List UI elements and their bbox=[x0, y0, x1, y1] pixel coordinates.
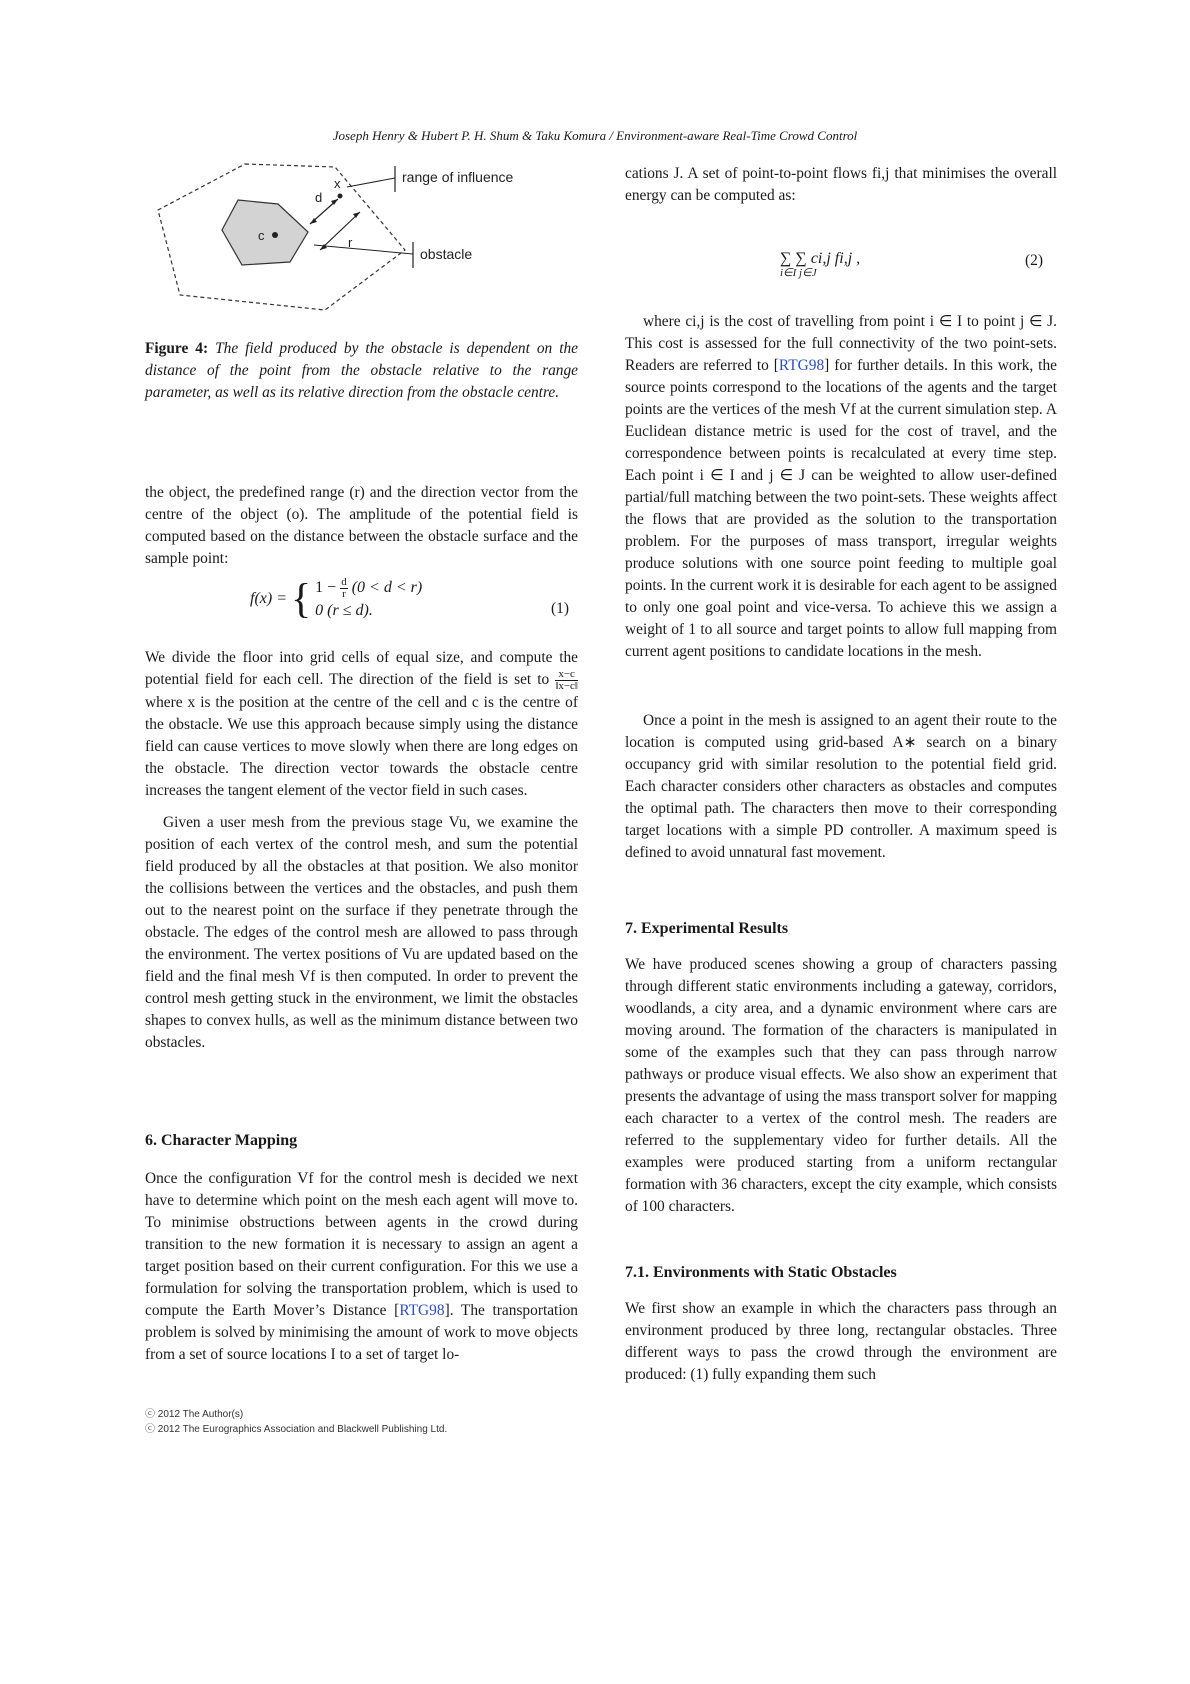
range-leader bbox=[347, 178, 395, 187]
caption-text: The field produced by the obstacle is dependent on the distance of the point from the obstacle relative to the range parameter, as well as its relative direction from the obstacle centre. bbox=[145, 340, 578, 401]
label-range-of-influence: range of influence bbox=[402, 169, 514, 185]
label-c: c bbox=[258, 228, 265, 243]
eq1-frac-num: d bbox=[341, 576, 347, 588]
copyright-line-1: ⓒ 2012 The Author(s) bbox=[145, 1409, 244, 1420]
eq1-lhs: f(x) = bbox=[250, 590, 287, 608]
p2-frac-num: x−c bbox=[555, 669, 578, 681]
running-header: Joseph Henry & Hubert P. H. Shum & Taku Komura / Environment-aware Real-Time Crowd Control bbox=[332, 128, 858, 143]
label-obstacle: obstacle bbox=[420, 246, 473, 262]
left-para-2: We divide the floor into grid cells of equal size, and compute the potential field for each cell. The direction of the field is set to $\frac{x-c}{‖x-c‖}$ where x is the position at the centre of the cell and c is the centre of the obstacle. We use this approach because simply using the distance field can cause vertices to move slowly when there are long edges on the obstacle. The direction vector towards the obstacle centre increases the tangent element of the vector field in such cases. bbox=[145, 649, 578, 799]
label-x: x bbox=[334, 176, 341, 191]
right-para-2: where ci,j is the cost of travelling from point i ∈ I to point j ∈ J. This cost is assessed for the full connectivity of the two point-sets. Readers are referred to [RTG98] for further details. In this work, the source points correspond to the locations of the agents and the target points are the vertices of the mesh Vf at the current simulation step. A Euclidean distance metric is used for the cost of travel, and the correspondence between points is recalculated at every time step. Each point i ∈ I and j ∈ J can be weighted to allow user-defined partial/full matching between the two point-sets. These weights affect the flows that are provided as the solution to the transportation problem. For the purposes of mass transport, irregular weights produce solutions with one source point feeding to multiple goal points. In the current work it is desirable for each agent to be assigned to only one goal point and vice-versa. To achieve this we assign a weight of 1 to all source and target points to allow full mapping from current agent positions to candidate locations in the mesh. bbox=[625, 313, 1057, 660]
obstacle-centre-dot bbox=[272, 232, 278, 238]
eq2-body: ∑ ∑ ci,j fi,j , bbox=[780, 250, 861, 267]
eq1-case1: 1 − bbox=[315, 579, 337, 597]
caption-label: Figure 4: bbox=[145, 340, 209, 357]
eq2-sub: i∈I j∈J bbox=[780, 267, 817, 279]
right-para-3: Once a point in the mesh is assigned to an agent their route to the location is computed using grid-based A∗ search on a binary occupancy grid with similar resolution to the potential field grid. Each character considers other characters as obstacles and computes the optimal path. The characters then move to their corresponding target locations with a simple PD controller. A maximum speed is defined to avoid unnatural fast movement. bbox=[625, 712, 1057, 861]
right-para-4: We have produced scenes showing a group of characters passing through different static environments including a gateway, corridors, woodlands, a city area, and a dynamic environment where cars are moving around. The formation of the characters is manipulated in some of the examples such that they can pass through narrow pathways or produce visual effects. We also show an experiment that presents the advantage of using the mass transport solver for mapping each character to a vertex of the control mesh. The readers are referred to the supplementary video for further details. All the examples were produced starting from a uniform rectangular formation with 36 characters, except the city example, which consists of 100 characters. bbox=[625, 956, 1057, 1215]
equation-1: f(x) = { 1 − $\frac{d}{r}$ (0 < d < r) 0 (r ≤ d). bbox=[250, 576, 423, 623]
left-para-1: the object, the predefined range (r) and the direction vector from the centre of the object (o). The amplitude of the potential field is computed based on the distance between the obstacle surface and the sample point: bbox=[145, 484, 578, 567]
eq1-cond: (0 < d < r) bbox=[351, 579, 423, 597]
r-arrow bbox=[320, 212, 360, 250]
citation-rtg98-2[interactable]: RTG98 bbox=[778, 357, 825, 374]
figure-4-diagram bbox=[150, 152, 570, 322]
citation-rtg98[interactable]: RTG98 bbox=[399, 1302, 445, 1319]
right-para-1: cations J. A set of point-to-point flows fi,j that minimises the overall energy can be computed as: bbox=[625, 165, 1057, 204]
right-para-5: We first show an example in which the characters pass through an environment produced by three long, rectangular obstacles. Three different ways to pass the crowd through the environment are produced: (1) fully expanding them such bbox=[625, 1300, 1057, 1383]
label-r: r bbox=[348, 235, 353, 250]
figure-4-caption bbox=[145, 338, 578, 404]
obstacle-leader bbox=[314, 245, 413, 254]
eq1-frac-den: r bbox=[342, 588, 346, 600]
equation-2 bbox=[780, 250, 860, 279]
section-7-1-heading: 7.1. Environments with Static Obstacles bbox=[625, 1264, 897, 1281]
section-7-heading: 7. Experimental Results bbox=[625, 920, 789, 937]
eq1-case2: 0 (r ≤ d). bbox=[315, 602, 373, 619]
section-6-heading: 6. Character Mapping bbox=[145, 1132, 298, 1149]
p2-frac-den: ‖x−c‖ bbox=[555, 680, 578, 692]
eq2-number: (2) bbox=[1025, 252, 1043, 269]
label-d: d bbox=[315, 190, 323, 205]
left-para-3: Given a user mesh from the previous stage Vu, we examine the position of each vertex of the control mesh, and sum the potential field produced by all the obstacles at that position. We also monitor the collisions between the vertices and the obstacles, and push them out to the nearest point on the surface if they penetrate through the obstacle. The edges of the control mesh are allowed to pass through the environment. The vertex positions of Vu are updated based on the field and the final mesh Vf is then computed. In order to prevent the control mesh getting stuck in the environment, we limit the obstacles shapes to convex hulls, as well as the minimum distance between two obstacles. bbox=[145, 814, 578, 1051]
left-para-4: Once the configuration Vf for the control mesh is decided we next have to determine which point on the mesh each agent will move to. To minimise obstructions between agents in the crowd during transition to the new formation it is necessary to assign an agent a target position based on their current configuration. For this we use a formulation for solving the transportation problem, which is used to compute the Earth Mover’s Distance [RTG98]. The transportation problem is solved by minimising the amount of work to move objects from a set of source locations I to a set of target lo- bbox=[145, 1170, 579, 1363]
obstacle-hexagon bbox=[222, 200, 308, 265]
eq1-number: (1) bbox=[551, 600, 569, 617]
sample-point-dot bbox=[338, 194, 343, 199]
copyright-line-2: ⓒ 2012 The Eurographics Association and Blackwell Publishing Ltd. bbox=[145, 1424, 448, 1435]
